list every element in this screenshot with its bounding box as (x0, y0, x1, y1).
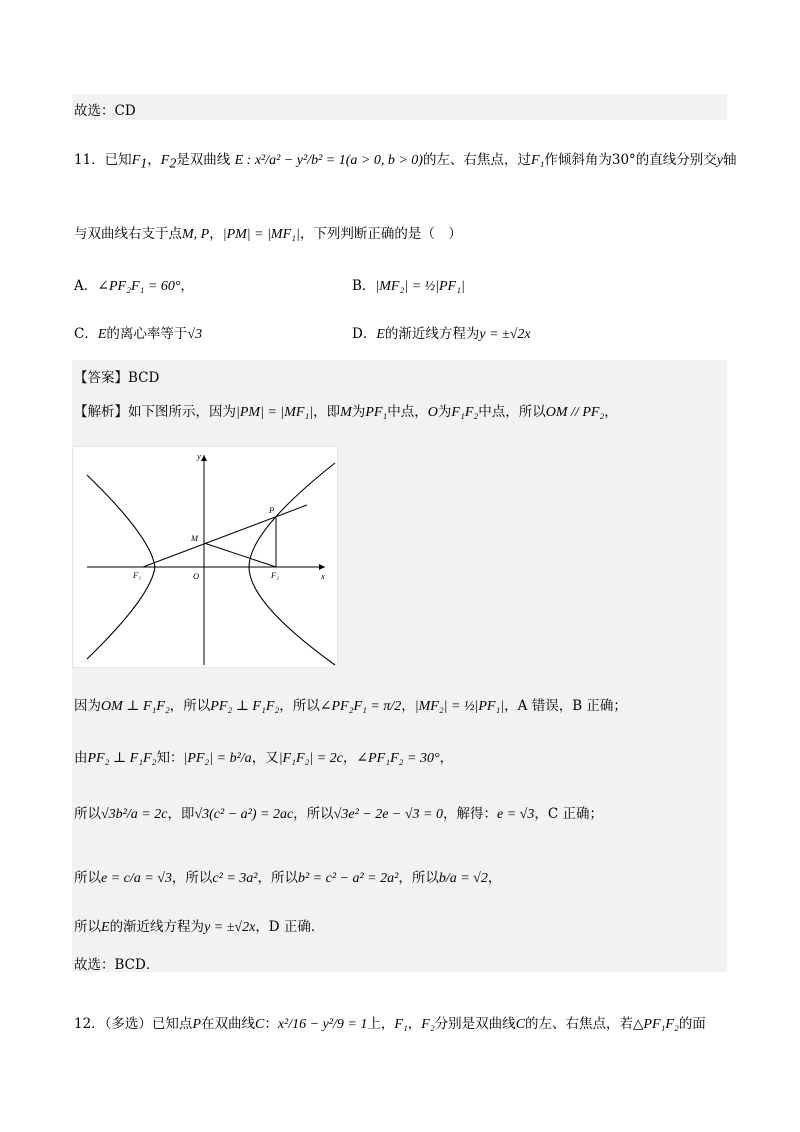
q12-math: P (192, 1017, 201, 1032)
analysis-math: M (340, 405, 352, 420)
analysis-math: e = √3 (497, 807, 535, 822)
analysis-math: ∠PF₁F₂ = 30° (356, 751, 440, 766)
analysis-text: 中点， (387, 404, 428, 420)
q11-stem-line1 (74, 148, 737, 173)
q12-stem (74, 1012, 706, 1033)
q12-text: 12．（多选）已知点 (74, 1016, 193, 1032)
var-mp: M, P (182, 227, 210, 242)
analysis-text: ，所以 (398, 870, 439, 886)
analysis-text: ，C 正确； (534, 806, 603, 822)
analysis-math: |PM| = |MF₁| (236, 405, 314, 420)
analysis-math: E (101, 920, 110, 935)
analysis-math: F₁F₂ (451, 405, 479, 420)
previous-answer: 故选：CD (74, 103, 136, 119)
comma: ， (180, 278, 194, 294)
analysis-math: y = ±√2x (204, 920, 256, 935)
q12-text: ： (264, 1016, 278, 1032)
label-o: O (193, 571, 200, 581)
option-c-math: √3 (187, 327, 203, 342)
q12-text: 上， (367, 1016, 395, 1032)
y-axis-arrow (201, 455, 207, 461)
analysis-text: 为 (351, 404, 366, 420)
hyperbola-equation: E : x²/a² − y²/b² = 1(a > 0, b > 0) (234, 153, 423, 168)
analysis-final: 故选：BCD． (74, 957, 160, 973)
analysis-text: ，所以 (257, 870, 298, 886)
label-f1: F₁ (133, 570, 142, 580)
comma: ， (209, 226, 223, 242)
analysis-text: 如下图所示，因为 (128, 404, 236, 420)
analysis-text: ，所以 (293, 806, 334, 822)
q12-math: F₁ (394, 1017, 408, 1032)
q11-stem-line2 (74, 222, 462, 243)
q12-math: F₂ (421, 1017, 435, 1032)
analysis-math: OM ⊥ F₁F₂ (101, 699, 170, 714)
analysis-text: ，所以 (279, 698, 320, 714)
option-c-text: 的离心率等于 (106, 326, 188, 342)
answer-value: BCD (128, 370, 160, 386)
hyperbola-figure (72, 446, 338, 668)
analysis-text: 知： (156, 750, 184, 766)
analysis-math: ∠PF₂F₁ = π/2 (319, 699, 402, 714)
option-label: B． (352, 278, 376, 294)
analysis-text: ，即 (167, 806, 195, 822)
analysis-text: ，A 错误，B 正确； (504, 698, 627, 714)
analysis-math: PF₂ ⊥ F₁F₂ (87, 751, 157, 766)
option-b (352, 274, 465, 295)
analysis-text: 所以 (74, 806, 101, 822)
analysis-math: b² = c² − a² = 2a² (297, 871, 399, 886)
q12-text: 分别是双曲线 (434, 1016, 516, 1032)
option-d (352, 322, 531, 343)
hyperbola-diagram (73, 447, 337, 667)
analysis-text: ，所以 (169, 698, 211, 714)
q11-text: 与双曲线右支于点 (74, 226, 182, 242)
analysis-math: |PF₂| = b²/a (183, 751, 252, 766)
highlight-band-top (72, 94, 727, 120)
analysis-math: b/a = √2 (438, 871, 488, 886)
analysis-text: 的渐近线方程为 (109, 919, 205, 935)
analysis-text: 中点，所以 (478, 404, 546, 420)
analysis-text: 因为 (74, 698, 101, 714)
option-a (74, 274, 194, 295)
analysis-line5 (74, 866, 501, 887)
sub-2: 2 (169, 156, 177, 172)
answer-tag: 【答案】 (74, 370, 128, 386)
analysis-text: 所以 (74, 919, 101, 935)
analysis-tag: 【解析】 (74, 404, 128, 420)
var-y: y (716, 153, 724, 168)
var-f: F (160, 153, 170, 168)
analysis-text: ，D 正确． (255, 919, 325, 935)
analysis-math: PF₂ ⊥ F₁F₂ (210, 699, 280, 714)
analysis-text: 为 (437, 404, 452, 420)
analysis-text: 所以 (74, 870, 101, 886)
option-label: C． (74, 326, 98, 342)
option-label: D． (352, 326, 377, 342)
label-p: P (269, 505, 275, 515)
q12-math: PF₁F₂ (643, 1017, 679, 1032)
analysis-math: e = c/a = √3 (101, 871, 172, 886)
analysis-math: √3e² − 2e − √3 = 0 (333, 807, 444, 822)
analysis-math: c² = 3a² (212, 871, 258, 886)
label-f2: F₂ (271, 570, 280, 580)
option-c (74, 322, 202, 343)
analysis-text: ，又 (251, 750, 279, 766)
comma: ， (147, 152, 161, 168)
q11-text: 轴 (723, 152, 737, 168)
analysis-math: √3b²/a = 2c (101, 807, 168, 822)
answer-line (74, 366, 159, 386)
q12-text: 的左、右焦点，若△ (525, 1016, 644, 1032)
q12-text: ， (407, 1016, 422, 1032)
q12-math: C (255, 1017, 265, 1032)
analysis-line6 (74, 915, 324, 936)
analysis-text: ， (487, 870, 502, 886)
analysis-math: √3(c² − a²) = 2ac (194, 807, 294, 822)
var-e: E (97, 327, 107, 342)
condition: |PM| = |MF₁| (222, 227, 300, 242)
q11-text: 的左、右焦点，过 (422, 152, 531, 168)
analysis-line2 (74, 694, 627, 715)
analysis-math: PF₁ (365, 405, 388, 420)
q12-math: x²/16 − y²/9 = 1 (277, 1017, 368, 1032)
analysis-text: ，所以 (171, 870, 213, 886)
analysis-line3 (74, 746, 453, 767)
analysis-math: OM // PF₂ (545, 405, 605, 420)
analysis-text: ， (604, 404, 618, 420)
analysis-text: ，即 (313, 404, 341, 420)
analysis-line4 (74, 802, 603, 823)
label-y: y (197, 451, 201, 461)
hyperbola-right-branch (249, 463, 335, 665)
analysis-line1 (74, 400, 618, 421)
analysis-text: ， (439, 750, 454, 766)
var-e: E (376, 327, 385, 342)
analysis-text: 由 (74, 750, 88, 766)
option-b-math: |MF₂| = ½|PF₁| (375, 279, 465, 294)
sub-1: 1 (140, 156, 148, 172)
analysis-math: |MF₂| = ½|PF₁| (414, 699, 505, 714)
analysis-text: ， (401, 698, 415, 714)
label-x: x (321, 571, 325, 581)
analysis-math: |F₁F₂| = 2c (278, 751, 343, 766)
analysis-text: ，解得： (443, 806, 498, 822)
q11-text: ，下列判断正确的是（ ） (299, 226, 462, 242)
analysis-math: O (427, 405, 438, 420)
var-f: F (131, 153, 141, 168)
option-d-text: 的渐近线方程为 (384, 326, 480, 342)
label-m: M (191, 533, 199, 543)
x-axis-arrow (319, 564, 325, 570)
option-label: A． (74, 278, 98, 294)
q12-text: 在双曲线 (201, 1016, 255, 1032)
q12-text: 的面 (678, 1016, 706, 1032)
option-d-math: y = ±√2x (479, 327, 531, 342)
var-f1: F₁ (530, 153, 545, 168)
q11-number: 11．已知 (74, 152, 132, 168)
q12-math: C (515, 1017, 526, 1032)
option-a-math: ∠PF₂F₁ = 60° (97, 279, 181, 294)
line-f1-p (143, 505, 307, 567)
analysis-text: ， (342, 750, 357, 766)
q11-text: 作倾斜角为30°的直线分别交 (544, 152, 717, 168)
segment-m-f2 (204, 543, 276, 567)
q11-text: 是双曲线 (176, 152, 231, 168)
